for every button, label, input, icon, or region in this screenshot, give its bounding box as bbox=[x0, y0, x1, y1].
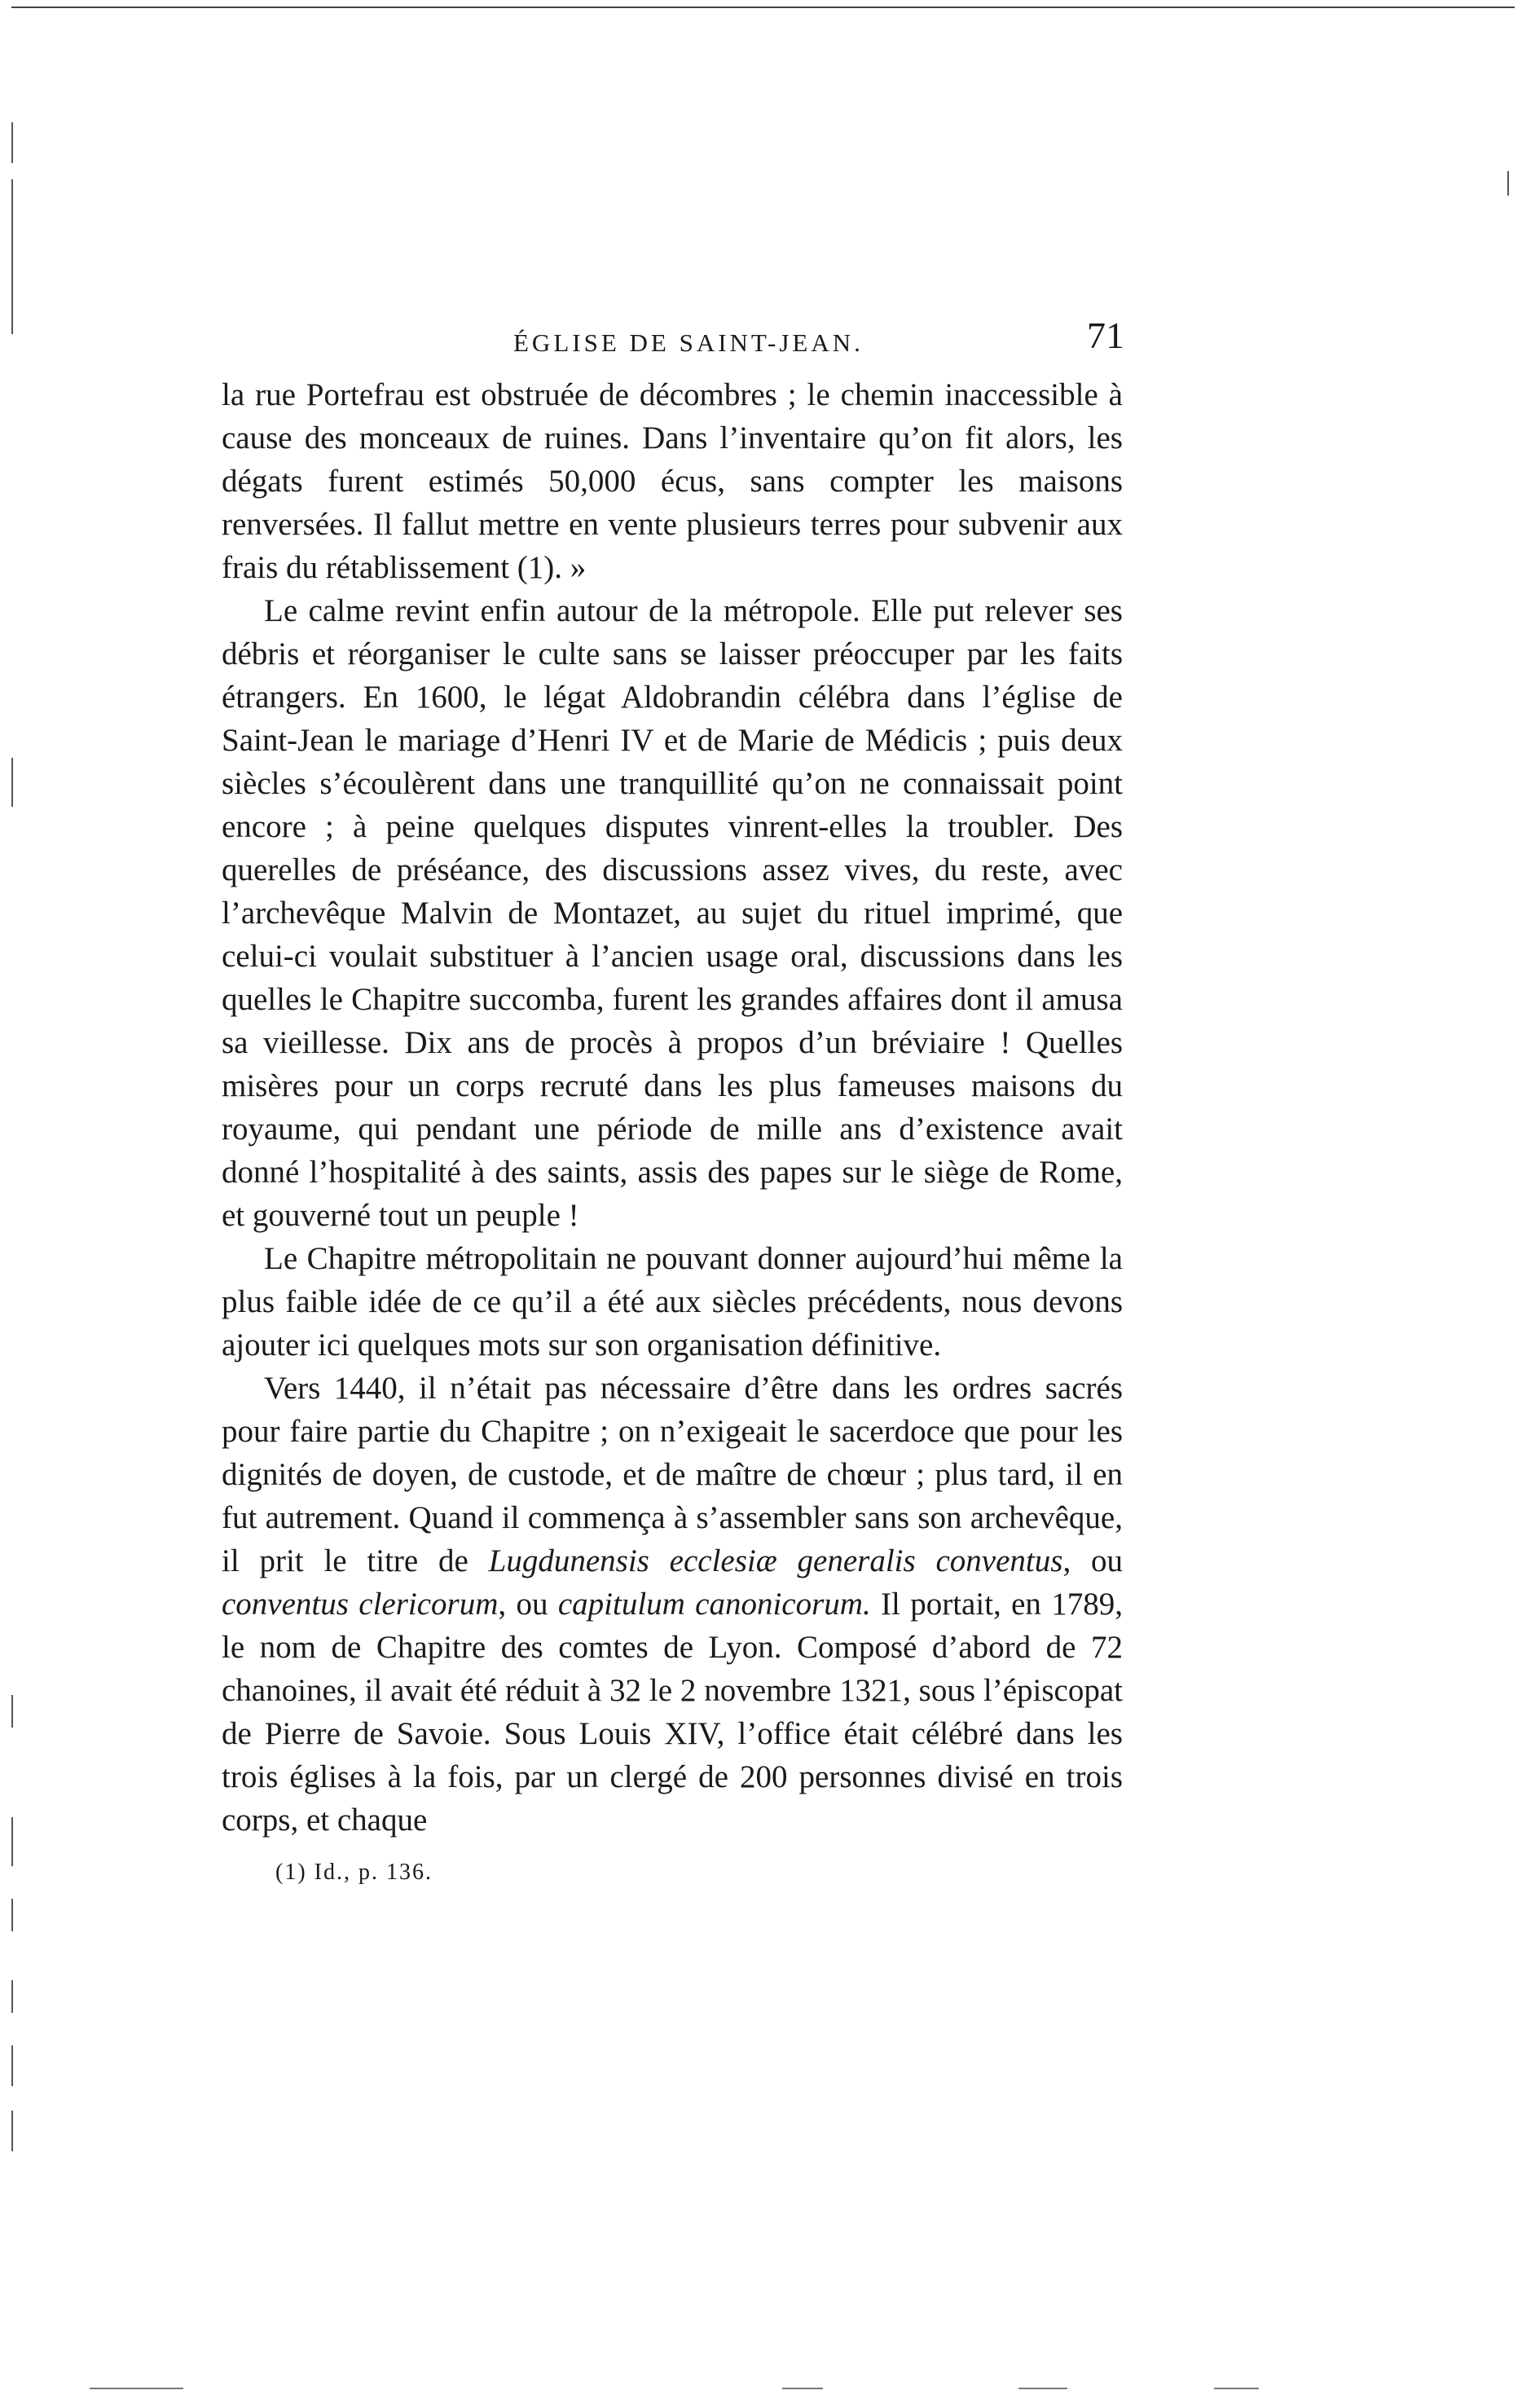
footnote: (1) Id., p. 136. bbox=[275, 1860, 433, 1885]
left-edge-mark bbox=[11, 758, 13, 807]
running-title: ÉGLISE DE SAINT-JEAN. bbox=[513, 328, 864, 357]
paragraph bbox=[222, 1367, 1123, 1842]
body-text bbox=[222, 373, 1123, 1842]
bottom-edge-rule bbox=[782, 2388, 823, 2389]
left-edge-mark bbox=[11, 179, 13, 334]
latin-term: capitulum canonicorum. bbox=[557, 1587, 871, 1622]
paragraph-text: , ou bbox=[498, 1587, 548, 1622]
paragraph-text: Il portait, en 1789, le nom de Chapitre des comtes de Lyon. Composé d’abord de 72 chanoines, il avait été réduit à 32 le 2 novembre 1321, sous l’épiscopat de Pierre de Savoie. Sous Louis XIV, l’office était célébré dans les trois églises à la fois, par un clergé de 200 personnes divisé en trois corps, et chaque bbox=[222, 1587, 1124, 1838]
left-edge-mark bbox=[11, 2111, 13, 2151]
page-header bbox=[228, 314, 1124, 371]
latin-term: Lugdunensis ecclesiæ generalis conventus bbox=[488, 1543, 1063, 1578]
right-edge-mark bbox=[1507, 171, 1509, 196]
left-edge-mark bbox=[11, 2045, 13, 2086]
paragraph: Le calme revint enfin autour de la métropole. Elle put relever ses débris et réorganiser le culte sans se laisser préoccuper par les faits étrangers. En 1600, le légat Aldobrandin célébra dans l’église de Saint-Jean le mariage d’Henri IV et de Marie de Médicis ; puis deux siècles s’écoulèrent dans une tranquillité qu’on ne connaissait point encore ; à peine quelques disputes vinrent-elles la troubler. Des querelles de préséance, des discussions assez vives, du reste, avec l’archevêque Malvin de Montazet, au sujet du rituel imprimé, que celui-ci voulait substituer à l’ancien usage oral, discussions dans les quelles le Chapitre succomba, furent les grandes affaires dont il amusa sa vieillesse. Dix ans de procès à propos d’un bréviaire ! Quelles misères pour un corps recruté dans les plus fameuses maisons du royaume, qui pendant une période de mille ans d’existence avait donné l’hospitalité à des saints, assis des papes sur le siège de Rome, et gouverné tout un peuple ! bbox=[222, 593, 1123, 1233]
left-edge-mark bbox=[11, 1899, 13, 1931]
left-edge-mark bbox=[11, 1817, 13, 1866]
paragraph: Le Chapitre métropolitain ne pouvant donner aujourd’hui même la plus faible idée de ce qu’il a été aux siècles précédents, nous devons ajouter ici quelques mots sur son organisation définitive. bbox=[222, 1241, 1123, 1362]
left-edge-mark bbox=[11, 122, 13, 163]
left-edge-mark bbox=[11, 1980, 13, 2013]
paragraph-text: , ou bbox=[1062, 1543, 1124, 1578]
paragraph-text: Vers 1440, il n’était pas nécessaire d’être dans les ordres sacrés pour faire partie du Chapitre ; on n’exigeait le sacerdoce que pour les dignités de doyen, de custode, et de maître de chœur ; plus tard, il en fut autrement. Quand il commença à s’assembler sans son archevêque, il prit le titre de bbox=[222, 1371, 1123, 1578]
bottom-edge-rule bbox=[1018, 2388, 1067, 2389]
bottom-edge-rule bbox=[1214, 2388, 1259, 2389]
page-number: 71 bbox=[1087, 315, 1124, 356]
paragraph: la rue Portefrau est obstruée de décombres ; le chemin inaccessible à cause des monceaux de ruines. Dans l’inventaire qu’on fit alors, les dégats furent estimés 50,000 écus, sans compter les maisons renversées. Il fallut mettre en vente plusieurs terres pour subvenir aux frais du rétablissement (1). » bbox=[222, 377, 1123, 585]
latin-term: conventus clericorum bbox=[222, 1587, 499, 1622]
bottom-edge-rule bbox=[90, 2388, 183, 2389]
top-border-rule bbox=[11, 7, 1515, 8]
left-edge-mark bbox=[11, 1695, 13, 1728]
